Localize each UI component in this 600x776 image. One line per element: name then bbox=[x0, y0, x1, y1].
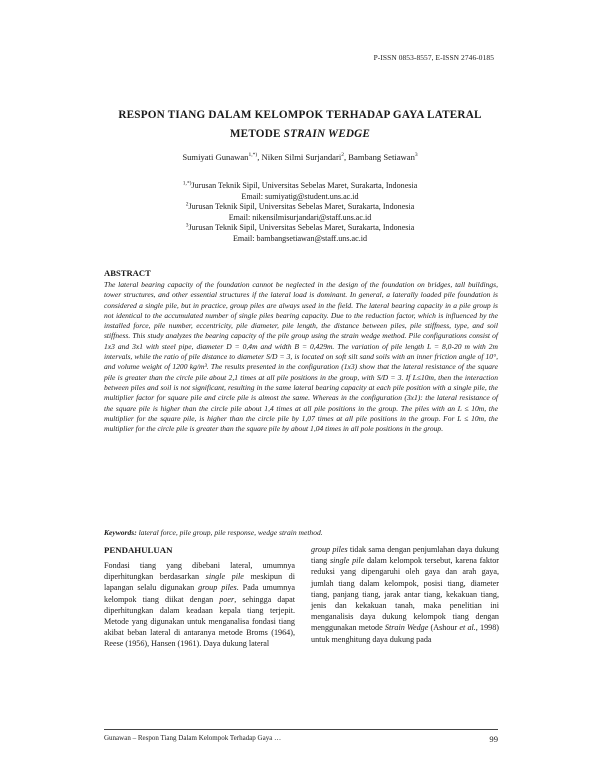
footer-running-title: Gunawan – Respon Tiang Dalam Kelompok Terhadap Gaya … bbox=[104, 734, 282, 742]
page-number: 99 bbox=[489, 734, 498, 744]
intro-column-right bbox=[311, 544, 499, 645]
col1-segment: group piles bbox=[198, 583, 237, 593]
affiliation-2-sup: 2 bbox=[185, 201, 189, 208]
keywords-label: Keywords: bbox=[104, 528, 137, 537]
affiliation-1-sup: 1,*) bbox=[182, 180, 192, 187]
affiliation-3-text: Jurusan Teknik Sipil, Universitas Sebelas Maret, Surakarta, Indonesia bbox=[188, 223, 415, 233]
col1-segment: , sehingga dapat diperhitungkan dalam keadaan kepala tiang terjepit. Metode yang digunakan untuk menganalisa fondasi tiang akibat beban lateral di antaranya metode Broms (1964), Reese (1956), Hansen (1961). Daya dukung lateral bbox=[104, 594, 295, 649]
author-2-sup: 2 bbox=[341, 152, 344, 159]
affiliation-3 bbox=[100, 223, 500, 234]
col1-segment: single pile bbox=[205, 572, 244, 582]
col2-segment: et al. bbox=[459, 623, 476, 633]
section-heading-introduction: PENDAHULUAN bbox=[104, 545, 173, 555]
title-line-2-plain: METODE bbox=[229, 128, 284, 140]
footer-rule bbox=[104, 729, 498, 730]
paper-title bbox=[100, 106, 500, 144]
col2-segment: , 1998) untuk menghitung daya dukung pada bbox=[311, 623, 499, 644]
col1-segment: poer bbox=[219, 594, 235, 604]
title-line-2 bbox=[100, 125, 500, 144]
col1-segment: meskipun di lapangan selalu digunakan bbox=[104, 572, 295, 593]
intro-column-left bbox=[104, 560, 295, 650]
col2-segment: single pile bbox=[329, 556, 365, 566]
author-list bbox=[100, 152, 500, 162]
affiliation-2-text: Jurusan Teknik Sipil, Universitas Sebelas Maret, Surakarta, Indonesia bbox=[188, 202, 415, 212]
author-3-sup: 3 bbox=[414, 152, 418, 159]
affiliation-1-text: Jurusan Teknik Sipil, Universitas Sebelas Maret, Surakarta, Indonesia bbox=[191, 181, 418, 190]
abstract-heading: ABSTRACT bbox=[104, 268, 151, 278]
affiliation-1 bbox=[100, 181, 500, 192]
col2-segment: (Ashour bbox=[428, 623, 460, 633]
affiliation-3-sup: 3 bbox=[185, 222, 189, 229]
abstract-body: The lateral bearing capacity of the foundation cannot be neglected in the design of the foundation on bridges, tall buildings, tower structures, and other essential structures if the lateral load is dominant. In general, a laterally loaded pile foundation is considered a single pile, but in practice, group piles are always used in the field. The lateral bearing capacity in a pile group is not identical to the accumulated number of single piles bearing capacity. Due to the reduction factor, which is influenced by the installed force, pile number, eccentricity, pile diameter, pile length, the distance between piles, pile stiffness, type, and soil stiffness. This study analyzes the bearing capacity of the pile group using the strain wedge method. Pile configurations consist of 1x3 and 3x1 with steel pipe, diameter D = 0,4m and width B = 0,429m. The variation of pile length L = 8,0-20 m with 2m intervals, while the ratio of pile distance to diameter S/D = 3, is located on soft silt sand soils with an inner friction angle of 10°, and volume weight of 1200 kg/m³. The results presented in the configuration (1x3) show that the lateral resistance of the square pile is greater than the circle pile about 2,1 times at all pile positions in the group, with S/D = 3. If L≤10m, then the interaction between piles and soil is not significant, resulting in the same lateral bearing capacity at each pile position with a single pile, the multiplier factor for square pile and circle pile is almost the same. Whereas in the configuration (3x1): the lateral resistance of the square pile is higher than the circle pile about 1,4 times at all pile positions in the group. The piles with an L ≤ 10m, the multiplier for the square pile, is higher than the circle pile by 1,07 times at all pile positions in the group. For L ≤ 10m, the multiplier for the circle pile is greater than the square pile by about 1,04 times in all pole positions in the group. bbox=[104, 280, 498, 434]
keywords-text: lateral force, pile group, pile response, wedge strain method. bbox=[136, 528, 323, 537]
author-1: Sumiyati Gunawan bbox=[182, 152, 249, 162]
title-line-2-italic: STRAIN WEDGE bbox=[283, 128, 371, 140]
author-1-sup: 1,*) bbox=[248, 152, 258, 159]
author-2: , Niken Silmi Surjandari bbox=[257, 152, 342, 162]
col2-segment: tidak sama dengan penjumlahan daya dukung tiang bbox=[311, 545, 499, 566]
title-line-1: RESPON TIANG DALAM KELOMPOK TERHADAP GAYA LATERAL bbox=[118, 109, 482, 121]
author-3: , Bambang Setiawan bbox=[343, 152, 415, 162]
col1-segment: . Pada umumnya kelompok tiang diikat dengan bbox=[104, 583, 295, 604]
col1-segment: Fondasi tiang yang dibebani lateral, umumnya diperhitungkan berdasarkan bbox=[104, 561, 295, 582]
col2-segment: group piles bbox=[311, 545, 348, 554]
issn-header: P-ISSN 0853-8557, E-ISSN 2746-0185 bbox=[373, 53, 494, 62]
affiliation-1-email: Email: sumiyatig@student.uns.ac.id bbox=[241, 191, 359, 201]
col2-segment: Strain Wedge bbox=[384, 623, 429, 633]
affiliations bbox=[100, 181, 500, 245]
affiliation-3-email: Email: bambangsetiawan@staff.uns.ac.id bbox=[232, 233, 368, 243]
affiliation-2 bbox=[100, 202, 500, 213]
col2-segment: dalam kelompok tersebut, karena faktor reduksi yang dipengaruhi oleh gaya dan arah gaya, jumlah tiang dalam kelompok, posisi tiang, diameter tiang, panjang tiang, jarak antar tiang, kekakuan tiang, jenis dan kekakuan tanah, maka penelitian ini menganalisis daya dukung kelompok tiang dengan menggunakan metode bbox=[311, 556, 500, 633]
affiliation-2-email: Email: nikensilmisurjandari@staff.uns.ac.id bbox=[228, 212, 372, 222]
keywords bbox=[104, 528, 498, 537]
